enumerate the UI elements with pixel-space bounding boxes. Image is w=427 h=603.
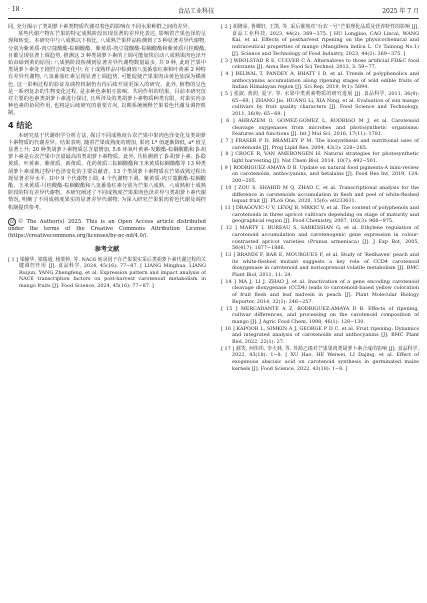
reference-item: [ 12 ] MARTY I, BUREAU S, SARKISSIAN G, et al. Ethylene regulation of carotenoid accumulation and carotenogenic gene expression in colour-contrasted apricot varieties (Prunus armeniaca) [J]. J Exp Bot, 2005, 56(417): 1877−1886. [221,225,419,252]
reference-item: [ 2 ] 胡隆荣, 鲁卿轩, 王凯, 等. 采后催熟对“台农一号”芒果理化品质及营养特性的影响 [J]. 食品工业科技, 2023, 44(2): 369−375. [ HU Longjiao, CAO Lincai, WANG Kai, et al. Effects of postharvest ripening on the physicochemical and nutraceutical properties of mango (Mangifera indica L. Cv Tainong No.1) [J]. Science and Technology of Food Industry, 2023, 44(2): 369−375. ] [221,24,419,57]
reference-item: [ 1 ] 梁颖华, 梁瑞通, 杨蒙婷, 等. NAC6 转录因子在芒果果实采后类胡萝卜素代谢过程的关键调控作用 [J]. 食品科学, 2024, 45(16): 77−87. [ LIANG Minghua, LIANG Ruijun, YANG Zhengfeng, et al. Expression pattern and impact analysis of NAC6 transcription factors on post-harvest carotenoid metabolism in mango fruits [J]. Food Science, 2024, 45(16): 77−87. ] [8,256,206,290]
page-header [8,6,419,16]
reference-item: [ 16 ] KAPOOR L, SIMKIN A J, GEORGE P D C, et al. Fruit ripening: Dynamics and integrated analysis of carotenoids and anthocyanins [J]. BMC Plant Biol, 2022, 22(1): 27. [221,325,419,346]
left-column [8,24,206,290]
reference-item: [ 4 ] BELWAL T, PANDEY A, BHATT I D, et al. Trends of polyphenolics and anthocyanins accumulation along ripening stages of wild edible fruits of Indian Himalayan region [J]. Sci Rep, 2019, 9(1): 5894. [221,70,419,91]
copyright-text: © The Author(s) 2025. This is an Open Access article distributed under the terms of the Creative Commons Attribution License (https://creativecommons.org/licenses/by-nc-nd/4.0/). [8,218,206,240]
reference-item: [ 14 ] MA J, LI J, ZHAO J, et al. Inactivation of a gene encoding carotenoid cleavage dioxygenase (CCD4) leads to carotenoid-based yellow coloration of fruit flesh and leaf midvein in peach [J]. Plant Molecular Biology Reporter, 2014, 32(1): 246−257. [221,278,419,305]
references-heading: 参考文献 [94,246,120,254]
cc-license-icon: cc [9,218,15,224]
body-paragraph-1: 同, 充分揭示了类胡萝卜素类物质代谢对着色的影响在不同水果种群之间的差异。 [8,24,193,30]
copyright-notice [8,218,206,241]
header-rule [8,18,419,19]
reference-item: [ 7 ] FRASER P D, BRAMLEY P M. The biosynthesis and nutritional uses of carotenoids [J]. Prog Lipid Res, 2004, 43(3): 228−265. [221,137,419,151]
reference-item: [ 11 ] DRAGOVIC-U V, LEVAJ B, MRKIC V, et al. The content of polyphenols and carotenoids in three apricot cultivars depending on stage of maturity and geographical region [J]. Food Chemistry, 2007, 102(3): 966−975. [221,204,419,225]
reference-item: [ 6 ] AHRAZEM O, GOMEZ-GOMEZ L, RODRIGO M J, et al. Carotenoid cleavage oxygenases from microbes and photosynthetic organisms: Features and functions [J]. Int J Mol Sci, 2016, 17(11): 1781. [221,117,419,138]
reference-item: [ 5 ] 张淑, 黄润, 夏宇, 等. 水果中类黄素物质的研究进展 [J]. 食品科学, 2011, 36(9): 65−69. [ ZHANG Jie, HUANG Li, XIA Ning, et al. Evaluation of sun mango cultivars by fruit quality characters [J]. Food Science and Technology, 2011, 36(9): 65−69. ] [221,91,419,118]
issue-date: 2025 年 7 月 [382,8,419,15]
journal-name: 食品工业科技 [178,8,215,15]
reference-item: [ 15 ] MERCADANTE A Z, RODRIGUEZ-AMAYA D B. Effects of ripening, cultivar differences, and processing on the carotenoid composition of mango [J]. J Agric Food Chem, 1998, 46(1): 128−130. [221,305,419,325]
reference-item: [ 9 ] RODRIGUEZ-AMAYA D B. Update on natural food pigments-A mini-review on carotenoids, anthocyanins, and betalains [J]. Food Res Int, 2019, 124: 200−205. [221,164,419,185]
page-number: · 18 · [8,6,24,13]
body-paragraph-2: 某些代谢产物在芒果的特定成熟阶段出现显著的差异化表达, 影响着芒果色泽的呈现和转变。本研究中与八成熟以下相比, 八成熟芒果样品检测到了3 种显著差异代谢物, 分别为紫黄质-肉豆蔻酸酯-棕榈酸酯、紫黄质-肉豆蔻酸酯-棕榈酸酯和紫黄质月桂酸酯, 且都呈现显著上调趋势, 推测这 3 种类胡萝卜素的上调可能加快启动八成熟果肉色泽开始由绿到黄的原因; 八成熟阶段检测到显著差异代谢物数量最多, 共 9 种, 此时芒果中类胡萝卜素处于剧烈合成变化中; 在十成熟样品中检测到八氢番茄红素和叶黄素 2 种特有差异代谢物, 八氢番茄红素呈现显著上调趋势, 可能促使芒果果肉由黄色加深为橘黄色, 这一影响过程的验证及调控机制仍有待后续开展更深入的研究。此外, 植物的呈色是一系列复杂的生物变化过程, 是多种色素相互影响、共同作用的结果。目前本研究仅对主要的色素类胡萝卜素进行探讨, 且所涉及的类胡萝卜素物质种类有限。对果实内多种色素的协同作用, 也将是后续研究的重要方向, 以期系统阐释芒果着色代谢及调控机制。 [8,31,206,117]
conclusion-heading: 4 结论 [8,120,33,130]
reference-item: [ 10 ] ZOU S, SHAHID M Q, ZHAO C, et al. Transcriptional analysis for the difference in carotenoids accumulation in flesh and peel of white-fleshed loquat fruit [J]. PLoS One, 2020, 15(6): e0233631. [221,184,419,205]
reference-item: [ 13 ] BRANDI F, BAR E, MOURGUES F, et al. Study of 'Redhaven' peach and its white-fleshed mutant suggests a key role of CCD4 carotenoid dioxygenase in carotenoid and norisoprenoid volatile metabolism [J]. BMC Plant Biol, 2011, 11: 24. [221,251,419,279]
reference-item: [ 3 ] WROLSTAD R E, CULVER C A. Alternatives to those artificial FD&C food colorants [J]. Annu Rev Food Sci Technol, 2012, 3: 59−77. [221,57,419,71]
right-column [221,24,419,373]
reference-item: [ 17 ] 郝笑, 何伟伟, 李大林, 等. 外源乙烯对芒果果肉类胡萝卜素合成的影响 [J]. 食品科学, 2022, 43(18): 1−8. [ XU Hao, HE Weiwei, LI Dajing, et al. Effect of exogenous abscisic acid on carotenoid synthesis in germinated maize kernels [J]. Food Science, 2022, 43(18): 1−8. ] [221,345,419,372]
reference-item: [ 8 ] CROCE R, VAN AMERONGEN H. Natural strategies for photosynthetic light harvesting [J]. Nat Chem Biol, 2014, 10(7): 492−501. [221,151,419,165]
conclusion-paragraph: 本研究基于代谢组学分析方法, 探讨不同成熟度台农芒果中果肉色泽变化及类胡萝卜素物质的代谢差异。结果表明, 随着芒果成熟度的增加, 果肉 L* 值逐渐降低, a* 值呈显著上升; 20 种类胡萝卜素物质总含量增加, 5.6 环氧叶黄素-发酸酯-棕榈酸酯和 β-胡萝卜素是台农芒果中含量最高的类胡萝卜素物质。此外, 共检测到了 β-胡萝卜素、β-隐黄质、叶黄素、紫黄质、新黄质、花药黄质三棕榈酸酯和玉米黄质棕榈酸酯等 13 种类胡萝卜素成熟过程中色泽变化的主要贡献者。13 个类胡萝卜素物质在芒果成熟过程出现显著差异水平, 其中 9 个代谢物上调, 4 个代谢物下调。紫黄质-肉豆蔻酸酯-棕榈酸酯、玉米黄质-月桂酸酯-棕榈酸酯和八氢番茄红素分别为芒果八成熟、八成熟和十成熟阶段的特有差异代谢物。本研究阐述了不同成熟度芒果果肉色泽差异与类胡萝卜素代谢情况, 明晰了不同成熟度果实的显著差异代谢物, 为深入研究芒果果肉着色代谢及调控机制提供参考。 [8,132,206,211]
